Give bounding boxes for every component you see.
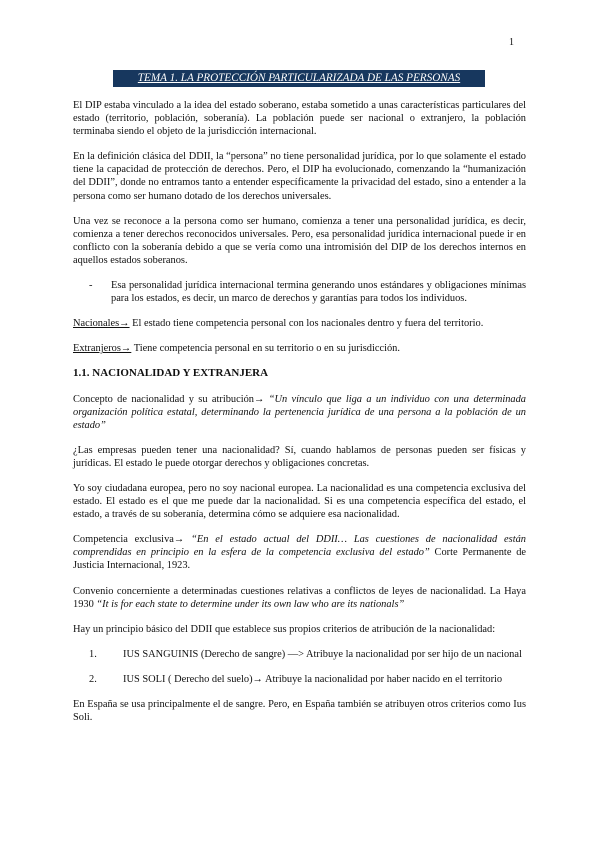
nacionales-label: Nacionales→	[73, 318, 130, 330]
competencia-quote: “En el estado actual del DDII… Las cuestiones de nacionalidad están comprendidas en principio en la esfera de la competencia exclusiva del estado”	[73, 534, 526, 559]
paragraph-extranjeros	[73, 342, 526, 355]
list-item-number: 2.	[89, 673, 97, 685]
competencia-tail: Corte Permanente de Justicia Internacional, 1923.	[73, 547, 527, 572]
list-item	[73, 648, 526, 661]
paragraph-dip: El DIP estaba vinculado a la idea del estado soberano, estaba sometido a unas características particulares del estado (territorio, población, soberanía). La población puede ser nacional o extranjero, la población terminaba siendo el objeto de la jurisdicción internacional.	[73, 100, 526, 138]
page-title: TEMA 1. LA PROTECCIÓN PARTICULARIZADA DE LAS PERSONAS	[113, 70, 485, 87]
convenio-lead: Convenio concerniente a determinadas cuestiones relativas a conflictos de leyes de nacionalidad. La Haya 1930	[73, 585, 526, 610]
paragraph-definicion: En la definición clásica del DDII, la “persona” no tiene personalidad jurídica, por lo que solamente el estado tiene la capacidad de protección de derechos. Pero, el DIP ha evolucionado, comenzando la “humanización del DDII”, donde no entramos tanto a entender específicamente la privacidad del estado, sino a entender a la persona como ser humano dotado de los derechos universales.	[73, 151, 526, 202]
competencia-lead: Competencia exclusiva→	[73, 534, 192, 546]
bullet-mark: -	[89, 280, 93, 292]
paragraph-nacionales	[73, 317, 526, 330]
paragraph-principio: Hay un principio básico del DDII que establece sus propios criterios de atribución de la nacionalidad:	[73, 623, 496, 635]
bullet-item	[73, 279, 526, 305]
section-heading: 1.1. NACIONALIDAD Y EXTRANJERA	[73, 367, 269, 380]
convenio-quote: “It is for each state to determine under its own law who are its nationals”	[96, 598, 405, 610]
paragraph-convenio	[73, 585, 526, 611]
extranjeros-label: Extranjeros→	[73, 343, 132, 355]
nacionales-text: El estado tiene competencia personal con los nacionales dentro y fuera del territorio.	[129, 318, 484, 330]
list-item-text: IUS SOLI ( Derecho del suelo)→ Atribuye la nacionalidad por haber nacido en el territorio	[123, 673, 503, 685]
paragraph-concepto	[73, 393, 526, 432]
list-item-number: 1.	[89, 648, 97, 660]
page-number: 1	[509, 37, 514, 48]
bullet-text: Esa personalidad jurídica internacional termina generando unos estándares y obligaciones mínimas para los estados, es decir, un marco de derechos y garantías para todos los individuos.	[111, 280, 526, 305]
document-body	[73, 70, 526, 736]
concepto-lead: Concepto de nacionalidad y su atribución→	[73, 393, 269, 405]
paragraph-ciudadana: Yo soy ciudadana europea, pero no soy nacional europea. La nacionalidad es una competencia exclusiva del estado. El estado es el que me puede dar la nacionalidad. Si es una competencia específica del estado, el estado, a través de su soberanía, determina cómo se adquiere esa nacionalidad.	[73, 482, 526, 521]
paragraph-espana: En España se usa principalmente el de sangre. Pero, en España también se atribuyen otros criterios como Ius Soli.	[73, 699, 526, 724]
concepto-quote: “Un vínculo que liga a un individuo con una determinada organización política estatal, determinando la pertenencia jurídica de una persona a la población de un estado”	[73, 393, 526, 431]
list-item	[73, 673, 526, 686]
list-item-text: IUS SANGUINIS (Derecho de sangre) —> Atribuye la nacionalidad por ser hijo de un nacional	[123, 648, 522, 660]
paragraph-persona: Una vez se reconoce a la persona como ser humano, comienza a tener una personalidad jurídica, es decir, comienza a tener derechos reconocidos universales. Pero, esa personalidad jurídica internacional puede ir en conflicto con la soberanía debido a que se vería como una intromisión del DIP de los derechos internos en aquellos estados soberanos.	[73, 215, 526, 266]
paragraph-competencia	[73, 533, 526, 572]
paragraph-empresas: ¿Las empresas pueden tener una nacionalidad? Sí, cuando hablamos de personas pueden ser físicas y jurídicas. El estado le puede otorgar derechos y obligaciones concretas.	[73, 444, 526, 469]
extranjeros-text: Tiene competencia personal en su territorio o en su jurisdicción.	[131, 343, 400, 355]
